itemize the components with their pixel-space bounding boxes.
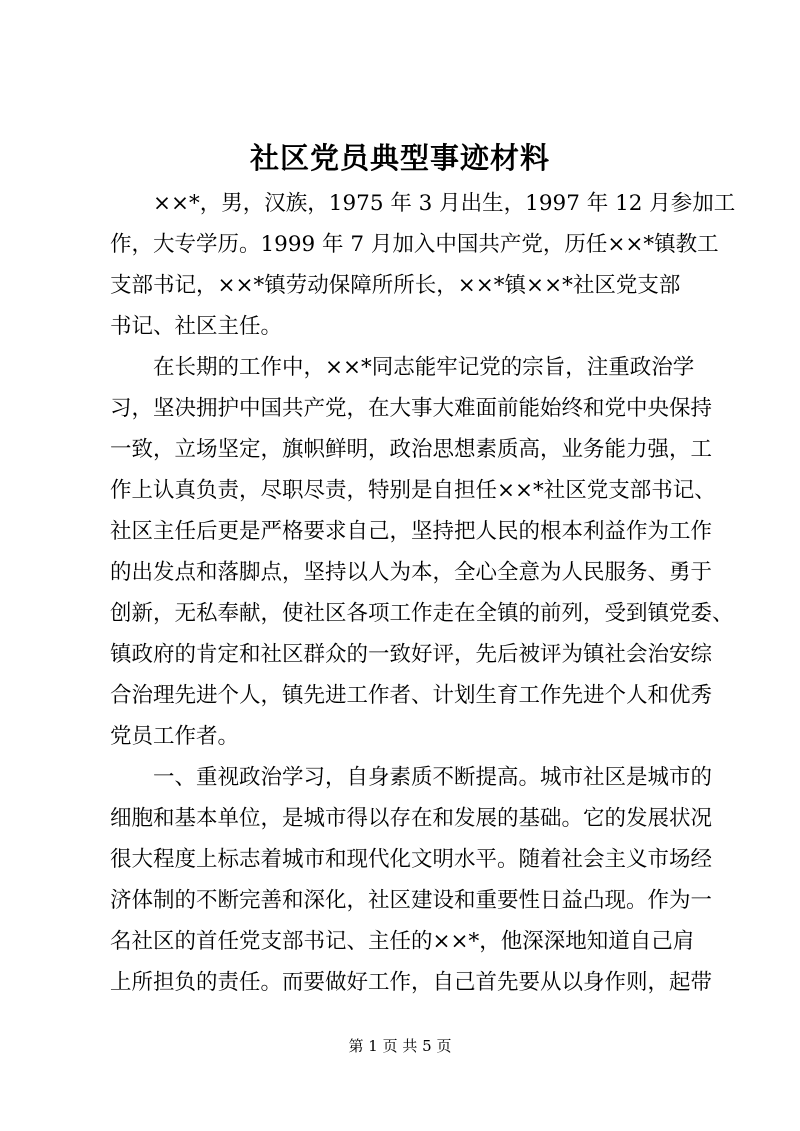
paragraph-2-line-9: 合治理先进个人，镇先进工作者、计划生育工作先进个人和优秀 xyxy=(110,683,713,708)
paragraph-3-line-5: 名社区的首任党支部书记、主任的××*，他深深地知道自己肩 xyxy=(110,929,695,954)
paragraph-2-line-7: 创新，无私奉献，使社区各项工作走在全镇的前列，受到镇党委、 xyxy=(110,601,734,626)
paragraph-2-line-8: 镇政府的肯定和社区群众的一致好评，先后被评为镇社会治安综 xyxy=(110,642,713,667)
paragraph-3-line-1: 一、重视政治学习，自身素质不断提高。城市社区是城市的 xyxy=(110,765,713,790)
paragraph-3-line-6: 上所担负的责任。而要做好工作，自己首先要从以身作则，起带 xyxy=(110,970,713,995)
paragraph-2-line-3: 一致，立场坚定，旗帜鲜明，政治思想素质高，业务能力强，工 xyxy=(110,437,713,462)
paragraph-1-line-2: 作，大专学历。1999 年 7 月加入中国共产党，历任××*镇教工 xyxy=(110,232,719,257)
paragraph-2-line-5: 社区主任后更是严格要求自己，坚持把人民的根本利益作为工作 xyxy=(110,519,713,544)
paragraph-2-line-1: 在长期的工作中，××*同志能牢记党的宗旨，注重政治学 xyxy=(110,355,695,380)
paragraph-2-line-6: 的出发点和落脚点，坚持以人为本，全心全意为人民服务、勇于 xyxy=(110,560,713,585)
paragraph-3-line-4: 济体制的不断完善和深化，社区建设和重要性日益凸现。作为一 xyxy=(110,888,713,913)
page-title: 社区党员典型事迹材料 xyxy=(249,141,550,175)
paragraph-2-line-2: 习，坚决拥护中国共产党，在大事大难面前能始终和党中央保持 xyxy=(110,396,713,421)
paragraph-1-line-3: 支部书记，××*镇劳动保障所所长，××*镇××*社区党支部 xyxy=(110,273,681,298)
paragraph-3-line-3: 很大程度上标志着城市和现代化文明水平。随着社会主义市场经 xyxy=(110,847,713,872)
paragraph-2-line-10: 党员工作者。 xyxy=(110,724,240,749)
paragraph-2-line-4: 作上认真负责，尽职尽责，特别是自担任××*社区党支部书记、 xyxy=(110,478,716,503)
paragraph-3-line-2: 细胞和基本单位，是城市得以存在和发展的基础。它的发展状况 xyxy=(110,806,713,831)
paragraph-1-line-1: ××*，男，汉族，1975 年 3 月出生，1997 年 12 月参加工 xyxy=(110,191,736,216)
page-footer: 第 1 页 共 5 页 xyxy=(348,1037,452,1055)
paragraph-1-line-4: 书记、社区主任。 xyxy=(110,314,283,339)
